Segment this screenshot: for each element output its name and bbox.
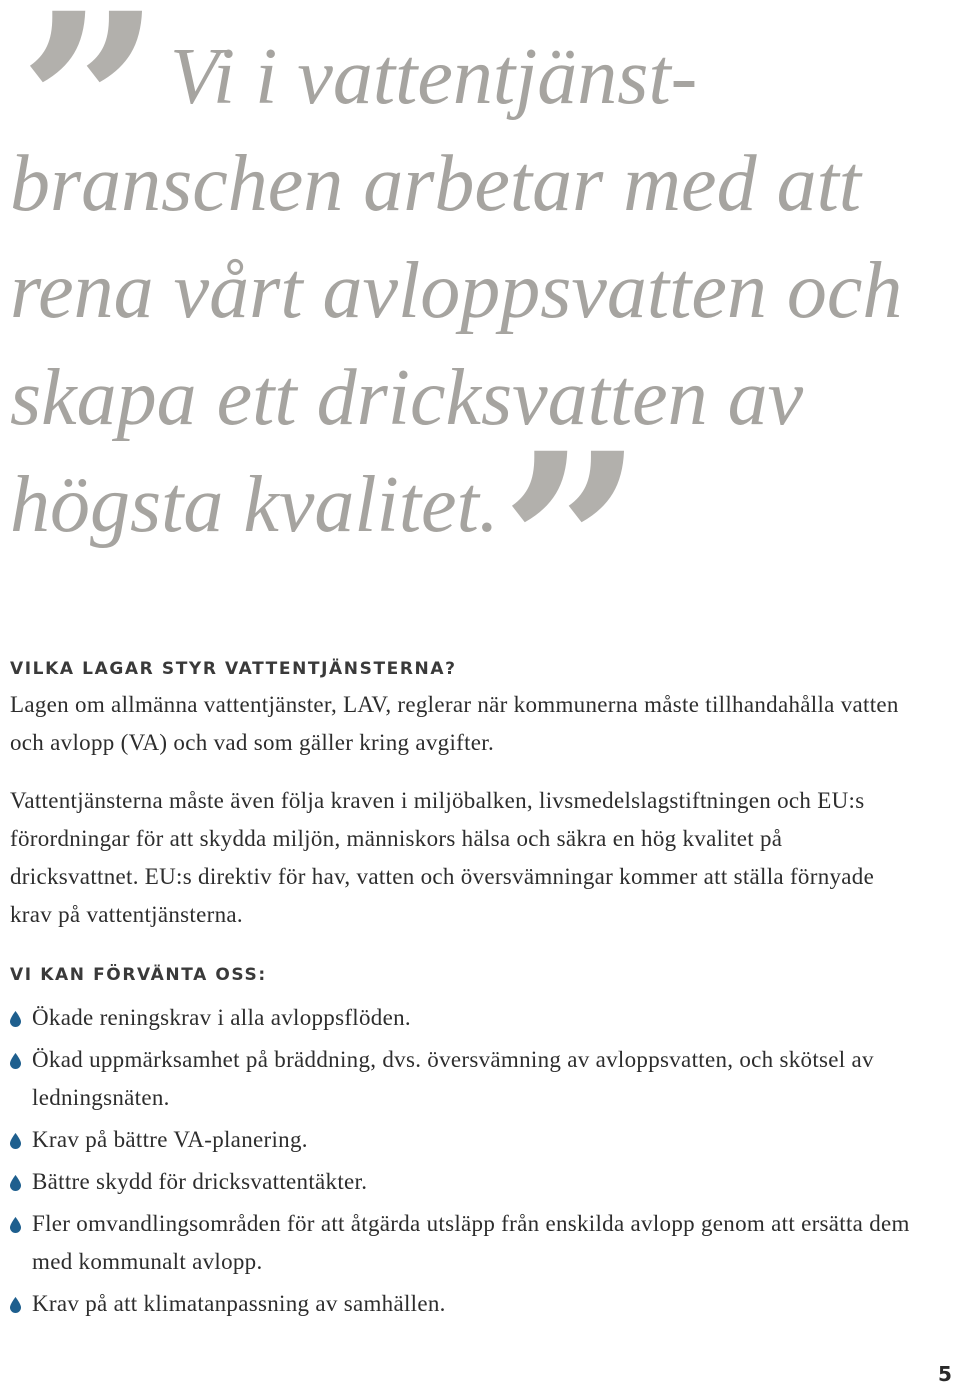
water-drop-icon [10,1133,21,1149]
pull-quote-line: högsta kvalitet. [10,461,499,549]
pull-quote-line: rena vårt avloppsvatten och [10,247,903,335]
close-quote-mark: ” [500,398,616,692]
expectations-list [10,999,910,1327]
water-drop-icon [10,1175,21,1191]
list-item-text: Krav på att klimatanpassning av samhällen. [32,1291,446,1316]
pull-quote [10,24,910,559]
water-drop-icon [10,1217,21,1233]
list-item-text: Krav på bättre VA-planering. [32,1127,308,1152]
list-item [10,1121,910,1159]
list-item [10,1205,910,1281]
section-heading-expectations: VI KAN FÖRVÄNTA OSS: [10,965,267,985]
paragraph-requirements: Vattentjänsterna måste även följa kraven i miljöbalken, livsmedelslagstiftningen och EU:s förordningar för att skydda miljön, människors hälsa och säkra en hög kvalitet på dricksvattnet. EU:s direktiv för hav, vatten och översvämningar kommer att ställa förnyade krav på vattentjänsterna. [10,788,875,927]
pull-quote-line: branschen arbetar med att [10,140,862,228]
page-number: 5 [938,1362,952,1386]
list-item-text: Fler omvandlingsområden för att åtgärda utsläpp från enskilda avlopp genom att ersätta dem med kommunalt avlopp. [32,1211,910,1274]
water-drop-icon [10,1011,21,1027]
list-item [10,1041,910,1117]
pull-quote-line: skapa ett dricksvatten av [10,354,804,442]
paragraph-lav: Lagen om allmänna vattentjänster, LAV, reglerar när kommunerna måste tillhandahålla vatten och avlopp (VA) och vad som gäller kring avgifter. [10,692,899,755]
pull-quote-line: Vi i vattentjänst- [170,33,698,121]
list-item-text: Ökad uppmärksamhet på bräddning, dvs. översvämning av avloppsvatten, och skötsel av ledningsnäten. [32,1047,874,1110]
list-item-text: Bättre skydd för dricksvattentäkter. [32,1169,368,1194]
water-drop-icon [10,1297,21,1313]
water-drop-icon [10,1053,21,1069]
list-item [10,1285,910,1323]
open-quote-mark: ” [18,0,134,252]
list-item [10,1163,910,1201]
list-item [10,999,910,1037]
list-item-text: Ökade reningskrav i alla avloppsflöden. [32,1005,411,1030]
section-heading-laws: VILKA LAGAR STYR VATTENTJÄNSTERNA? [10,659,457,679]
